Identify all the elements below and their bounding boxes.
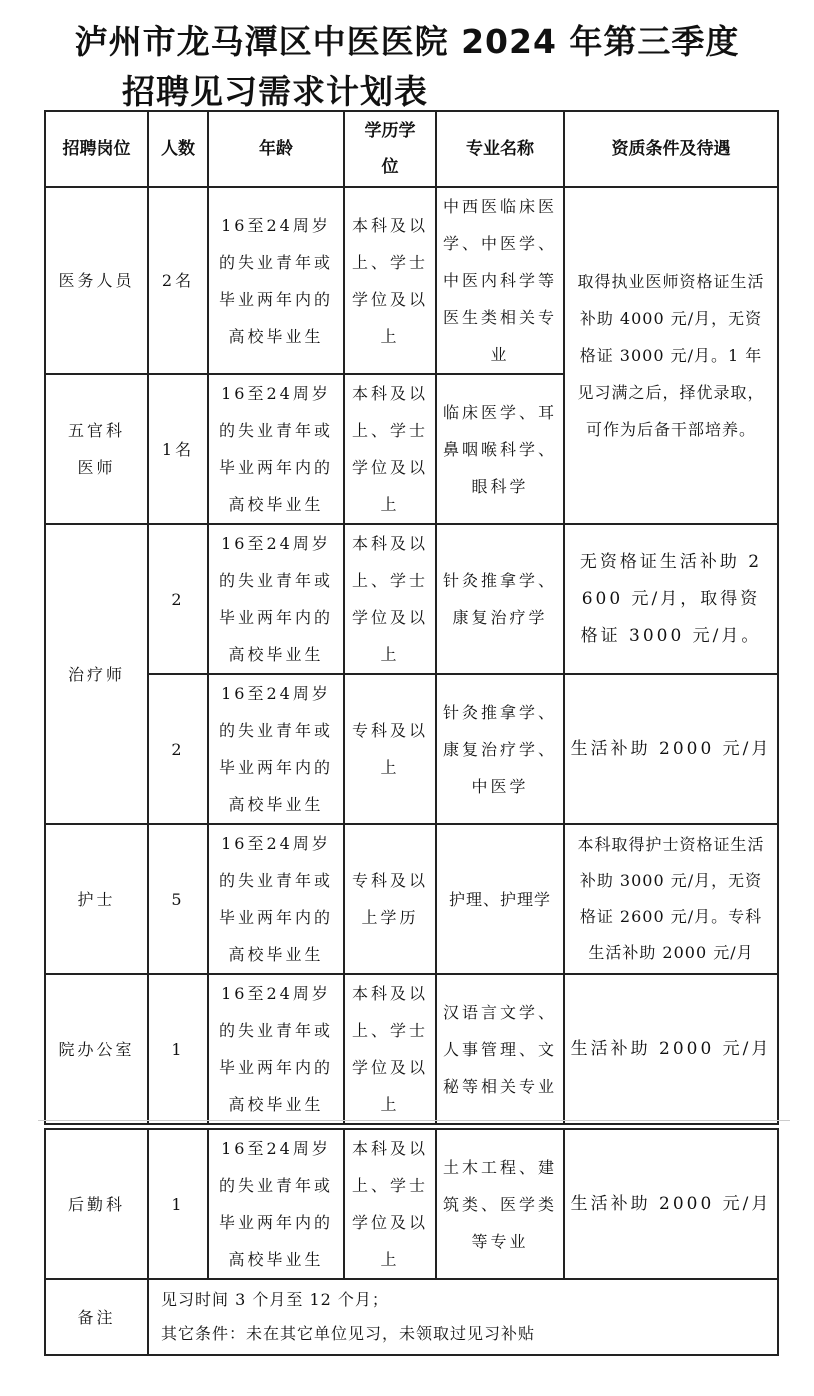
document-title-line2: 招聘见习需求计划表 <box>122 72 428 111</box>
table-row <box>45 674 778 824</box>
header-post: 招聘岗位 <box>45 111 148 187</box>
major-cell: 临床医学、耳鼻咽喉科学、眼科学 <box>436 374 564 524</box>
post-cell: 护士 <box>45 824 148 974</box>
post-cell: 后勤科 <box>45 1129 148 1279</box>
table-row <box>45 824 778 974</box>
major-cell: 汉语言文学、人事管理、文秘等相关专业 <box>436 974 564 1124</box>
terms-cell: 无资格证生活补助 2600 元/月，取得资格证 3000 元/月。 <box>564 524 778 674</box>
table-row <box>45 524 778 674</box>
major-cell: 针灸推拿学、康复治疗学、中医学 <box>436 674 564 824</box>
major-cell: 中西医临床医学、中医学、中医内科学等医生类相关专业 <box>436 187 564 374</box>
post-cell: 医务人员 <box>45 187 148 374</box>
document-title-line1: 泸州市龙马潭区中医医院 2024 年第三季度 <box>74 22 740 61</box>
count-cell: 5 <box>148 824 208 974</box>
table-header-row <box>45 111 778 187</box>
count-cell: 2名 <box>148 187 208 374</box>
remarks-line: 其它条件：未在其它单位见习，未领取过见习补贴 <box>161 1324 536 1343</box>
terms-cell: 本科取得护士资格证生活补助 3000 元/月，无资格证 2600 元/月。专科生活补助 2000 元/月 <box>564 824 778 974</box>
remarks-label: 备注 <box>45 1279 148 1355</box>
age-cell: 16至24周岁的失业青年或毕业两年内的高校毕业生 <box>208 187 344 374</box>
remarks-row <box>45 1279 778 1355</box>
education-cell: 本科及以上、学士学位及以上 <box>344 1129 436 1279</box>
age-cell: 16至24周岁的失业青年或毕业两年内的高校毕业生 <box>208 1129 344 1279</box>
education-cell: 本科及以上、学士学位及以上 <box>344 524 436 674</box>
terms-cell: 生活补助 2000 元/月 <box>564 674 778 824</box>
header-age: 年龄 <box>208 111 344 187</box>
age-cell: 16至24周岁的失业青年或毕业两年内的高校毕业生 <box>208 674 344 824</box>
major-cell: 土木工程、建筑类、医学类等专业 <box>436 1129 564 1279</box>
age-cell: 16至24周岁的失业青年或毕业两年内的高校毕业生 <box>208 374 344 524</box>
education-cell: 专科及以上学历 <box>344 824 436 974</box>
recruitment-table-part1 <box>44 110 779 1125</box>
remarks-content <box>148 1279 778 1355</box>
terms-cell: 生活补助 2000 元/月 <box>564 1129 778 1279</box>
table-row <box>45 1129 778 1279</box>
age-cell: 16至24周岁的失业青年或毕业两年内的高校毕业生 <box>208 824 344 974</box>
count-cell: 2 <box>148 524 208 674</box>
major-cell: 护理、护理学 <box>436 824 564 974</box>
post-cell: 院办公室 <box>45 974 148 1124</box>
post-cell: 治疗师 <box>45 524 148 824</box>
education-cell: 本科及以上、学士学位及以上 <box>344 374 436 524</box>
recruitment-table-part2 <box>44 1128 779 1356</box>
education-cell: 本科及以上、学士学位及以上 <box>344 187 436 374</box>
header-major: 专业名称 <box>436 111 564 187</box>
count-cell: 1名 <box>148 374 208 524</box>
education-cell: 本科及以上、学士学位及以上 <box>344 974 436 1124</box>
post-cell: 五官科医师 <box>45 374 148 524</box>
major-cell: 针灸推拿学、康复治疗学 <box>436 524 564 674</box>
count-cell: 1 <box>148 974 208 1124</box>
count-cell: 1 <box>148 1129 208 1279</box>
remarks-line: 见习时间 3 个月至 12 个月； <box>161 1290 389 1309</box>
terms-cell: 取得执业医师资格证生活补助 4000 元/月，无资格证 3000 元/月。1 年见习满之后，择优录取，可作为后备干部培养。 <box>564 187 778 524</box>
age-cell: 16至24周岁的失业青年或毕业两年内的高校毕业生 <box>208 524 344 674</box>
age-cell: 16至24周岁的失业青年或毕业两年内的高校毕业生 <box>208 974 344 1124</box>
table-row <box>45 187 778 374</box>
header-count: 人数 <box>148 111 208 187</box>
education-cell: 专科及以上 <box>344 674 436 824</box>
table-row <box>45 974 778 1124</box>
count-cell: 2 <box>148 674 208 824</box>
page-break <box>38 1120 790 1121</box>
header-education: 学历学位 <box>344 111 436 187</box>
header-terms: 资质条件及待遇 <box>564 111 778 187</box>
terms-cell: 生活补助 2000 元/月 <box>564 974 778 1124</box>
